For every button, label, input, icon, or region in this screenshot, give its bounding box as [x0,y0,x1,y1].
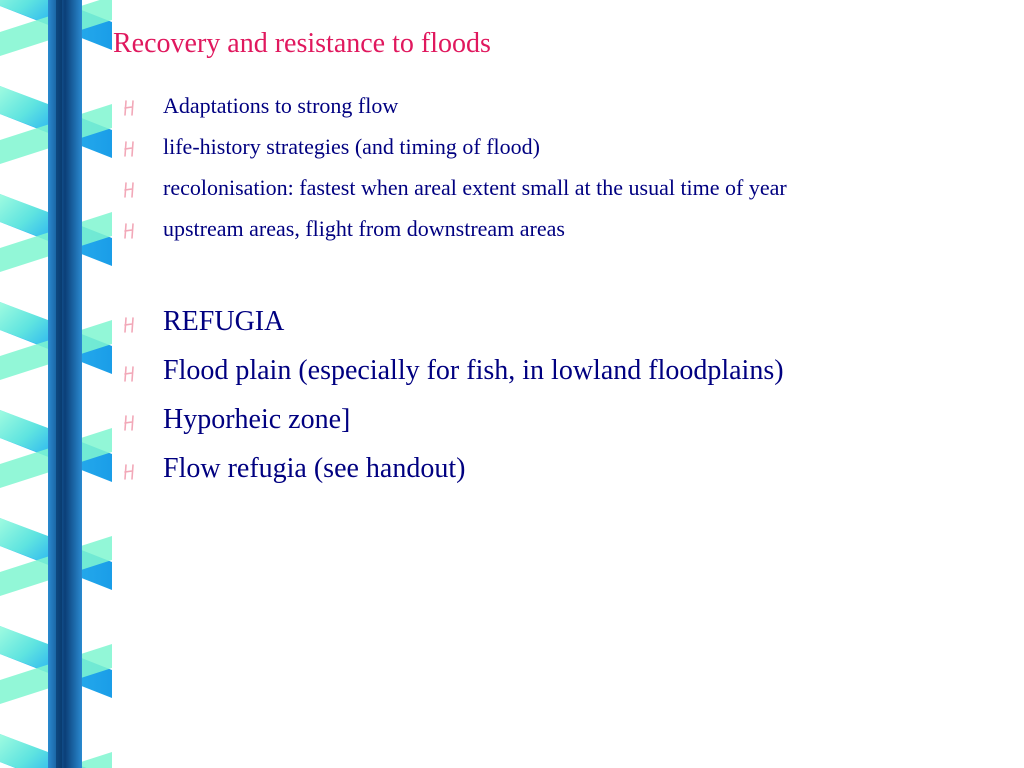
h-bullet-icon [122,316,136,334]
list-item-text: life-history strategies (and timing of flood) [163,134,540,159]
list-item-text: recolonisation: fastest when areal extent small at the usual time of year [163,175,787,200]
bullet-list [122,0,1002,768]
h-bullet-icon [122,222,136,240]
slide-title: Recovery and resistance to floods [113,28,491,59]
h-bullet-icon [122,463,136,481]
list-item-text: Flood plain (especially for fish, in lowland floodplains) [163,355,784,386]
h-bullet-icon [122,140,136,158]
list-item-text: upstream areas, flight from downstream areas [163,216,565,241]
h-bullet-icon [122,414,136,432]
decorative-ribbon [0,0,112,768]
list-item-text: Flow refugia (see handout) [163,453,466,484]
h-bullet-icon [122,99,136,117]
h-bullet-icon [122,365,136,383]
list-item-text: REFUGIA [163,306,285,337]
h-bullet-icon [122,181,136,199]
list-item-text: Hyporheic zone] [163,404,351,435]
list-item-text: Adaptations to strong flow [163,93,399,118]
